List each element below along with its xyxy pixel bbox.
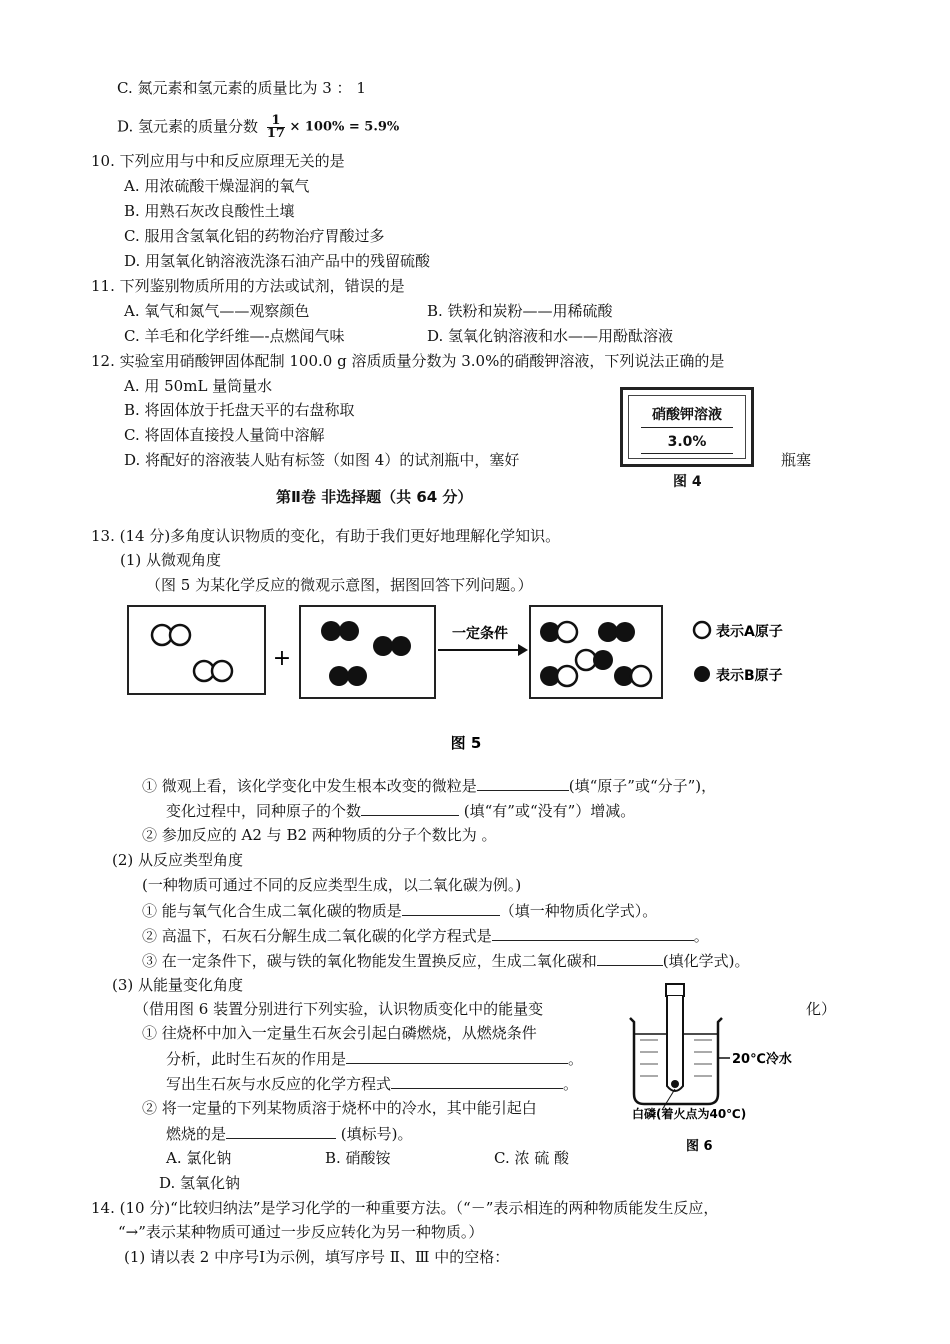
q14-stem-2: “→”表示某种物质可通过一步反应转化为另一种物质。）	[118, 1223, 484, 1241]
reaction-arrowhead	[518, 644, 528, 656]
answer-blank-quicklime-equation[interactable]	[391, 1073, 563, 1089]
q13-p1-q1-text2: 变化过程中，同种原子的个数	[166, 802, 362, 820]
q13-p3-q2-text2: 燃烧的是	[166, 1125, 227, 1143]
atom-a	[631, 666, 651, 686]
atom-b	[391, 636, 411, 656]
q13-stem: 13. (14 分)多角度认识物质的变化，有助于我们更好地理解化学知识。	[91, 527, 561, 545]
atom-b	[321, 621, 341, 641]
q13-p2-q1-text: ① 能与氧气化合生成二氧化碳的物质是	[142, 902, 402, 920]
legend-atom-a	[694, 622, 710, 638]
q13-part2-heading: (2) 从反应类型角度	[112, 851, 244, 869]
figure-6-caption: 图 6	[686, 1139, 713, 1154]
answer-blank-equation[interactable]	[492, 925, 694, 941]
q10-option-c: C. 服用含氢氧化铝的药物治疗胃酸过多	[124, 227, 385, 245]
reactant-b-box	[300, 606, 435, 698]
q13-p3-option-d: D. 氢氧化钠	[159, 1174, 241, 1192]
reaction-condition: 一定条件	[452, 626, 508, 642]
q11-stem: 11. 下列鉴别物质所用的方法或试剂，错误的是	[91, 277, 405, 295]
q13-p1-q1-text: ① 微观上看，该化学变化中发生根本改变的微粒是	[142, 777, 477, 795]
q12-option-d: D. 将配好的溶液装人贴有标签（如图 4）的试剂瓶中，塞好	[124, 451, 520, 469]
q14-stem: 14. (10 分)“比较归纳法”是学习化学的一种重要方法。（“－”表示相连的两种物质能发生反应，	[91, 1199, 719, 1217]
answer-blank-substance[interactable]	[402, 900, 500, 916]
mass-fraction-formula	[267, 115, 399, 140]
answer-blank-quicklime-role[interactable]	[346, 1048, 568, 1064]
legend-atom-b	[694, 666, 710, 682]
q11-option-b: B. 铁粉和炭粉——用稀硫酸	[427, 302, 613, 320]
section-2-title: 第Ⅱ卷 非选择题（共 64 分）	[276, 488, 473, 506]
q9-option-d	[117, 115, 399, 140]
label-underline	[641, 453, 733, 454]
reactant-a-box	[128, 606, 265, 694]
label-solution-name: 硝酸钾溶液	[652, 407, 722, 423]
q13-p3-q1-end3: 。	[563, 1075, 579, 1093]
q10-option-a: A. 用浓硫酸干燥湿润的氧气	[124, 177, 310, 195]
q13-p2-q3-hint: (填化学式)。	[662, 952, 750, 970]
atom-a	[212, 661, 232, 681]
q9-option-d-label: D. 氢元素的质量分数	[117, 117, 259, 136]
q10-option-d: D. 用氢氧化钠溶液洗涤石油产品中的残留硫酸	[124, 252, 431, 270]
figure-4-caption: 图 4	[673, 474, 702, 490]
formula-numerator: 1	[267, 115, 285, 128]
figure-5-caption: 图 5	[450, 734, 482, 752]
q13-part1-heading: (1) 从微观角度	[120, 551, 222, 569]
q13-p1-q1-hint2: (填“有”或“没有”）增减。	[459, 802, 636, 820]
legend-b-text: 表示B原子	[716, 668, 783, 684]
q13-p3-q1-end2: 。	[568, 1050, 584, 1068]
water-label: 20℃冷水	[732, 1052, 792, 1067]
label-divider	[641, 427, 733, 428]
q10-stem: 10. 下列应用与中和反应原理无关的是	[91, 152, 345, 170]
q11-option-c: C. 羊毛和化学纤维—-点燃闻气味	[124, 327, 345, 345]
q13-p1-q1-line1	[142, 775, 716, 796]
legend-a-text: 表示A原子	[716, 624, 783, 640]
q13-part2-note: (一种物质可通过不同的反应类型生成，以二氧化碳为例。)	[142, 876, 522, 894]
q13-p3-option-a: A. 氯化钠	[166, 1149, 232, 1167]
q12-option-b: B. 将固体放于托盘天平的右盘称取	[124, 401, 355, 419]
atom-a	[557, 622, 577, 642]
q12-option-c: C. 将固体直接投人量筒中溶解	[124, 426, 325, 444]
q13-p2-q3-text: ③ 在一定条件下，碳与铁的氧化物能发生置换反应，生成二氧化碳和	[142, 952, 597, 970]
phosphorus-label: 白磷(着火点为40℃)	[632, 1107, 747, 1121]
q13-p3-q1-line3	[166, 1073, 578, 1094]
figure-5-diagram	[120, 598, 820, 758]
q13-p2-q3	[142, 950, 750, 971]
figure-6-diagram	[618, 982, 808, 1160]
answer-blank-option[interactable]	[226, 1123, 336, 1139]
atom-b	[329, 666, 349, 686]
answer-blank-formula[interactable]	[597, 950, 663, 966]
answer-blank-particle[interactable]	[477, 775, 569, 791]
atom-b	[593, 650, 613, 670]
q13-p3-q1-line1: ① 往烧杯中加入一定量生石灰会引起白磷燃烧，从燃烧条件	[142, 1024, 537, 1042]
figure-4-label	[620, 387, 754, 467]
atom-a	[170, 625, 190, 645]
test-tube-stopper	[666, 984, 684, 996]
q11-option-d: D. 氢氧化钠溶液和水——用酚酞溶液	[427, 327, 674, 345]
atom-b	[373, 636, 393, 656]
q10-option-b: B. 用熟石灰改良酸性土壤	[124, 202, 295, 220]
q13-p1-q1-line2	[166, 800, 635, 821]
q13-p3-q1-line2	[166, 1048, 583, 1069]
test-tube	[667, 996, 683, 1091]
q13-p2-q1	[142, 900, 657, 921]
q13-part1-note: （图 5 为某化学反应的微观示意图，据图回答下列问题。）	[146, 576, 533, 594]
q13-p1-q2: ② 参加反应的 A2 与 B2 两种物质的分子个数比为 。	[142, 826, 497, 844]
q13-p3-option-b: B. 硝酸铵	[325, 1149, 391, 1167]
q13-p2-q2-end: 。	[693, 927, 709, 945]
q11-option-a: A. 氧气和氮气——观察颜色	[124, 302, 310, 320]
q14-part1: (1) 请以表 2 中序号Ⅰ为示例，填写序号 Ⅱ、Ⅲ 中的空格：	[124, 1248, 510, 1266]
q13-p2-q1-hint: （填一种物质化学式）。	[499, 902, 658, 920]
atom-b	[347, 666, 367, 686]
q13-p1-q1-hint: (填“原子”或“分子”)，	[568, 777, 717, 795]
q13-p2-q2	[142, 925, 709, 946]
q13-part3-note-tail: 化）	[806, 1000, 837, 1018]
q13-p3-q2-line1: ② 将一定量的下列某物质溶于烧杯中的冷水，其中能引起白	[142, 1099, 537, 1117]
q13-p3-q2-hint: (填标号)。	[336, 1125, 413, 1143]
formula-denominator: 17	[266, 126, 285, 141]
formula-rest: × 100% = 5.9%	[289, 119, 400, 135]
q12-stem: 12. 实验室用硝酸钾固体配制 100.0 g 溶质质量分数为 3.0%的硝酸钾溶液，下列说法正确的是	[91, 352, 725, 370]
q13-part3-heading: (3) 从能量变化角度	[112, 976, 244, 994]
q13-p3-q1-text3: 写出生石灰与水反应的化学方程式	[166, 1075, 392, 1093]
q13-p3-q1-text2: 分析，此时生石灰的作用是	[166, 1050, 347, 1068]
q9-option-c: C. 氮元素和氢元素的质量比为 3 ： 1	[117, 79, 366, 97]
q12-option-a: A. 用 50mL 量筒量水	[124, 377, 273, 395]
q13-p2-q2-text: ② 高温下，石灰石分解生成二氧化碳的化学方程式是	[142, 927, 492, 945]
atom-b	[339, 621, 359, 641]
label-concentration: 3.0%	[667, 434, 707, 450]
atom-a	[557, 666, 577, 686]
q12-option-d-tail: 瓶塞	[781, 451, 812, 469]
q13-p3-q2-line2	[166, 1123, 413, 1144]
q13-part3-note: （借用图 6 装置分别进行下列实验，认识物质变化中的能量变	[134, 1000, 544, 1018]
answer-blank-atom-count[interactable]	[361, 800, 459, 816]
plus-sign: +	[272, 646, 292, 671]
q13-p3-option-c: C. 浓 硫 酸	[494, 1149, 570, 1167]
atom-b	[615, 622, 635, 642]
white-phosphorus	[671, 1080, 679, 1088]
